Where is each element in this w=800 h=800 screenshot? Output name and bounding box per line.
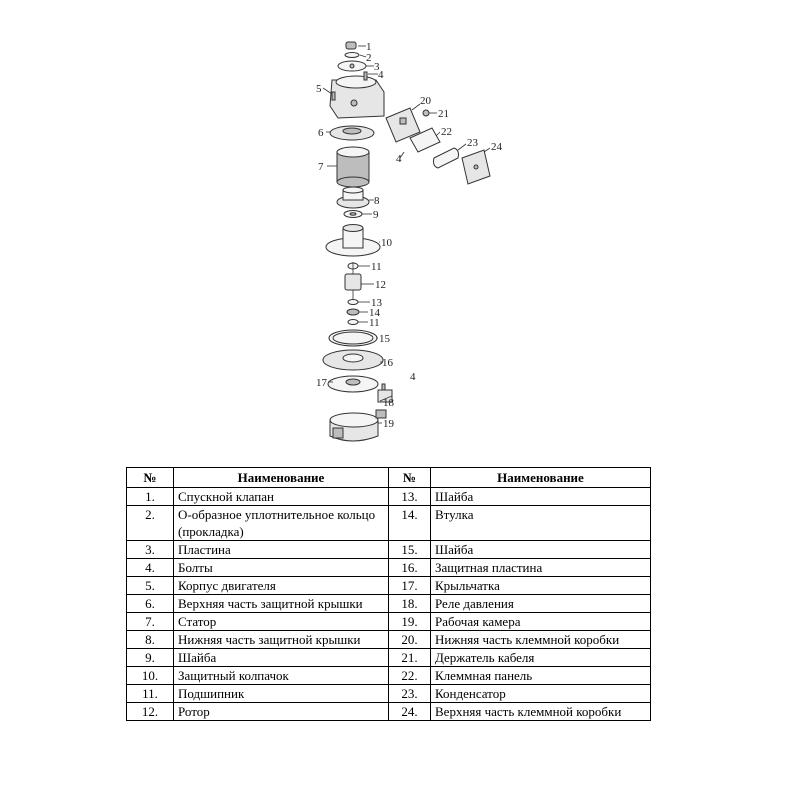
- row-num: 4.: [127, 559, 174, 577]
- callout-label: 4: [396, 153, 402, 165]
- row-num: 3.: [127, 541, 174, 559]
- callout-label: 17: [316, 377, 327, 389]
- table-row: [127, 613, 651, 631]
- part-drain-valve: [346, 42, 356, 49]
- row-num: 15.: [389, 541, 431, 559]
- callout-label: 13: [371, 297, 382, 309]
- row-num: 17.: [389, 577, 431, 595]
- header-name-left: Наименование: [174, 468, 389, 488]
- part-impeller: [328, 376, 378, 392]
- part-bushing: [347, 309, 359, 315]
- callout-label: 4: [410, 371, 416, 383]
- header-num-left: №: [127, 468, 174, 488]
- row-num: 19.: [389, 613, 431, 631]
- table-row: [127, 541, 651, 559]
- row-name: Рабочая камера: [431, 613, 651, 631]
- row-num: 9.: [127, 649, 174, 667]
- row-num: 23.: [389, 685, 431, 703]
- row-num: 13.: [389, 488, 431, 506]
- table-row: [127, 685, 651, 703]
- row-num: 20.: [389, 631, 431, 649]
- callout-label: 7: [318, 161, 324, 173]
- callout-label: 1: [366, 41, 372, 53]
- part-washer-9: [344, 211, 362, 218]
- callout-label: 4: [378, 69, 384, 81]
- callout-label: 11: [369, 317, 380, 329]
- row-num: 22.: [389, 667, 431, 685]
- row-name: Болты: [174, 559, 389, 577]
- row-name: Конденсатор: [431, 685, 651, 703]
- part-plate: [338, 61, 366, 71]
- callout-label: 15: [379, 333, 390, 345]
- row-name: Шайба: [431, 541, 651, 559]
- callout-label: 16: [382, 357, 393, 369]
- row-name: Пластина: [174, 541, 389, 559]
- row-num: 21.: [389, 649, 431, 667]
- callout-label: 22: [441, 126, 452, 138]
- table-row: [127, 488, 651, 506]
- callout-label: 8: [374, 195, 380, 207]
- row-num: 16.: [389, 559, 431, 577]
- callout-label: 19: [383, 418, 394, 430]
- callout-label: 9: [373, 209, 379, 221]
- header-name-right: Наименование: [431, 468, 651, 488]
- row-name: Реле давления: [431, 595, 651, 613]
- part-stator: [337, 147, 369, 187]
- callout-label: 14: [369, 307, 380, 319]
- row-name: Верхняя часть клеммной коробки: [431, 703, 651, 721]
- callout-label: 11: [371, 261, 382, 273]
- row-name: Защитный колпачок: [174, 667, 389, 685]
- part-rotor: [345, 262, 361, 302]
- table-row: [127, 577, 651, 595]
- callout-label: 12: [375, 279, 386, 291]
- row-num: 14.: [389, 506, 431, 541]
- row-name: Шайба: [174, 649, 389, 667]
- table-row: [127, 649, 651, 667]
- row-num: 24.: [389, 703, 431, 721]
- part-upper-cover: [330, 126, 374, 140]
- row-name: Нижняя часть клеммной коробки: [431, 631, 651, 649]
- row-num: 10.: [127, 667, 174, 685]
- callout-label: 24: [491, 141, 502, 153]
- part-bearing-lower: [348, 320, 358, 325]
- callout-label: 3: [374, 61, 380, 73]
- callout-label: 23: [467, 137, 478, 149]
- row-name: Защитная пластина: [431, 559, 651, 577]
- table-header-row: [127, 468, 651, 488]
- row-name: Статор: [174, 613, 389, 631]
- row-name: Держатель кабеля: [431, 649, 651, 667]
- part-terminal-box-upper: [462, 150, 490, 184]
- row-name: Корпус двигателя: [174, 577, 389, 595]
- row-name: Спускной клапан: [174, 488, 389, 506]
- row-name: Втулка: [431, 506, 651, 541]
- row-name: Крыльчатка: [431, 577, 651, 595]
- callout-label: 2: [366, 52, 372, 64]
- part-washer-15: [329, 330, 377, 346]
- row-name: О-образное уплотнительное кольцо (прокладка): [174, 506, 389, 541]
- header-num-right: №: [389, 468, 431, 488]
- table-row: [127, 559, 651, 577]
- part-protective-cap: [326, 225, 380, 257]
- row-name: Верхняя часть защитной крышки: [174, 595, 389, 613]
- callout-label: 10: [381, 237, 392, 249]
- part-pump-chamber: [330, 410, 386, 441]
- part-o-ring: [345, 53, 359, 58]
- row-num: 2.: [127, 506, 174, 541]
- row-name: Шайба: [431, 488, 651, 506]
- row-name: Нижняя часть защитной крышки: [174, 631, 389, 649]
- part-capacitor: [434, 148, 459, 168]
- part-motor-housing: [330, 72, 384, 118]
- row-num: 7.: [127, 613, 174, 631]
- row-name: Ротор: [174, 703, 389, 721]
- part-lower-cover: [337, 187, 369, 208]
- callout-label: 18: [383, 397, 394, 409]
- table-row: [127, 703, 651, 721]
- row-num: 11.: [127, 685, 174, 703]
- row-name: Клеммная панель: [431, 667, 651, 685]
- table-row: [127, 506, 651, 541]
- parts-table: [126, 467, 651, 721]
- table-row: [127, 631, 651, 649]
- row-num: 6.: [127, 595, 174, 613]
- callout-label: 21: [438, 108, 449, 120]
- callout-label: 6: [318, 127, 324, 139]
- table-row: [127, 667, 651, 685]
- row-num: 1.: [127, 488, 174, 506]
- row-num: 5.: [127, 577, 174, 595]
- callout-label: 20: [420, 95, 431, 107]
- row-num: 18.: [389, 595, 431, 613]
- row-num: 12.: [127, 703, 174, 721]
- callout-label: 5: [316, 83, 322, 95]
- part-protective-plate: [323, 350, 383, 370]
- row-num: 8.: [127, 631, 174, 649]
- table-row: [127, 595, 651, 613]
- part-cable-holder: [423, 110, 429, 116]
- row-name: Подшипник: [174, 685, 389, 703]
- part-washer-13: [348, 300, 358, 305]
